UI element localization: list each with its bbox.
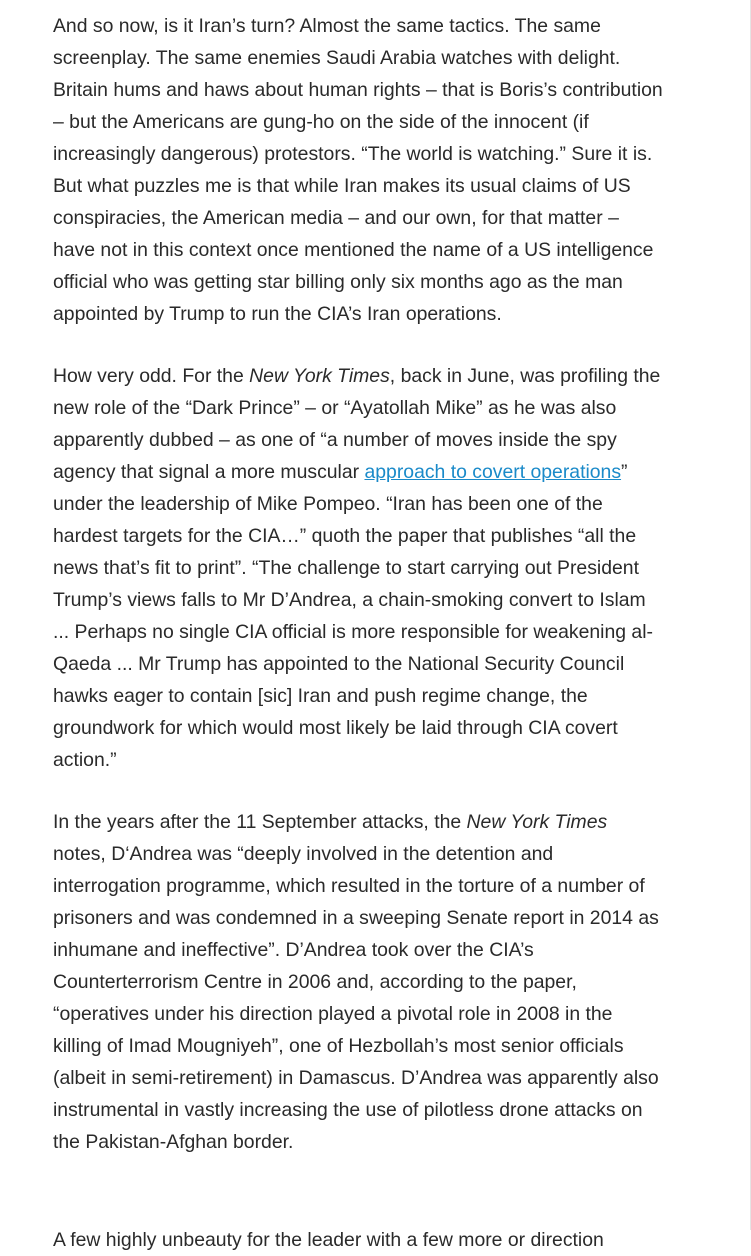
publication-name: New York Times (466, 811, 608, 833)
paragraph-2 (53, 360, 663, 776)
covert-operations-link[interactable]: approach to covert operations (364, 461, 622, 483)
paragraph-1 (53, 10, 663, 330)
paragraph-3-text-a: In the years after the 11 September attacks, the (53, 811, 467, 833)
paragraph-2-text-c: ” under the leadership of Mike Pompeo. “Iran has been one of the hardest targets for the CIA…” quoth the paper that publishes “all the news that’s fit to print”. “The challenge to start carrying out President Trump’s views falls to Mr D’Andrea, a chain-smoking convert to Islam ... Perhaps no single CIA official is more responsible for weakening al-Qaeda ... Mr Trump has appointed to the National Security Council hawks eager to contain [sic] Iran and push regime change, the groundwork for which would most likely be laid through CIA covert action.” (53, 461, 653, 771)
paragraph-1-text: And so now, is it Iran’s turn? Almost the same tactics. The same screenplay. The same enemies Saudi Arabia watches with delight. Britain hums and haws about human rights – that is Boris’s contribution – but the Americans are gung-ho on the side of the innocent (if increasingly dangerous) protestors. “The world is watching.” Sure it is. But what puzzles me is that while Iran makes its usual claims of US conspiracies, the American media – and our own, for that matter – have not in this context once mentioned the name of a US intelligence official who was getting star billing only six months ago as the man appointed by Trump to run the CIA’s Iran operations. (53, 15, 663, 325)
publication-name: New York Times (249, 365, 390, 387)
paragraph-2-text-a: How very odd. For the (53, 365, 250, 387)
paragraph-3 (53, 806, 663, 1158)
paragraph-3-text-b: notes, D‘Andrea was “deeply involved in the detention and interrogation programme, which resulted in the torture of a number of prisoners and was condemned in a sweeping Senate report in 2014 as inhumane and ineffective”. D’Andrea took over the CIA’s Counterterrorism Centre in 2006 and, according to the paper, “operatives under his direction played a pivotal role in 2008 in the killing of Imad Mougniyeh”, one of Hezbollah’s most senior officials (albeit in semi-retirement) in Damascus. D’Andrea was apparently also instrumental in vastly increasing the use of pilotless drone attacks on the Pakistan-Afghan border. (53, 843, 659, 1153)
paragraph-2-text-b: , back in June, was profiling the new role of the “Dark Prince” – or “Ayatollah Mike” as he was also apparently dubbed – as one of “a number of moves inside the spy agency that signal a more muscular (53, 365, 661, 483)
article-body (53, 10, 663, 1188)
next-paragraph-cutoff (53, 1214, 653, 1251)
next-paragraph-partial-text: A few highly unbeauty for the leader with a few more or direction (53, 1229, 604, 1251)
